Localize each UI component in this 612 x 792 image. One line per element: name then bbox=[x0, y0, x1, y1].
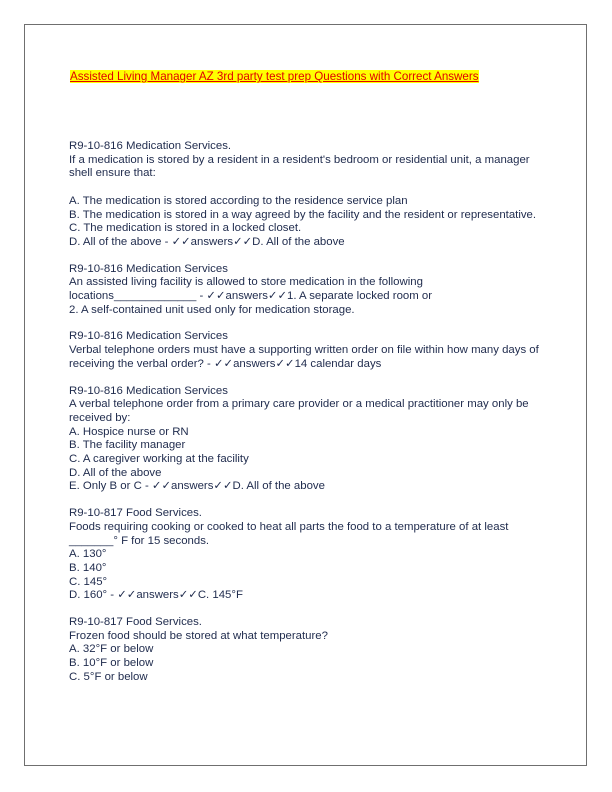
paragraph-gap bbox=[69, 181, 549, 195]
answer-option: A. 130° bbox=[69, 548, 107, 561]
document-body bbox=[69, 140, 549, 698]
question-section-heading: R9-10-817 Food Services. bbox=[69, 507, 202, 520]
question-block bbox=[69, 263, 549, 318]
question-stem: Verbal telephone orders must have a supporting written order on file within how many days of receiving the verbal order? - ✓✓answers✓✓14 calendar days bbox=[69, 344, 539, 370]
question-block bbox=[69, 330, 549, 371]
answer-option: D. All of the above - ✓✓answers✓✓D. All of the above bbox=[69, 235, 345, 248]
question-stem: Foods requiring cooking or cooked to heat all parts the food to a temperature of at least _______° F for 15 seconds. bbox=[69, 520, 509, 547]
question-stem: A verbal telephone order from a primary care provider or a medical practitioner may only be received by: bbox=[69, 398, 529, 424]
answer-option: D. All of the above bbox=[69, 466, 162, 479]
answer-option: B. 140° bbox=[69, 561, 107, 574]
question-section-heading: R9-10-816 Medication Services bbox=[69, 330, 228, 343]
question-section-heading: R9-10-816 Medication Services. bbox=[69, 140, 232, 152]
answer-option: E. Only B or C - ✓✓answers✓✓D. All of the above bbox=[69, 480, 325, 493]
question-block bbox=[69, 507, 549, 603]
answer-option: D. 160° - ✓✓answers✓✓C. 145°F bbox=[69, 589, 243, 602]
answer-option: A. The medication is stored according to the residence service plan bbox=[69, 194, 408, 207]
answer-option: C. 145° bbox=[69, 575, 108, 588]
answer-option: B. The medication is stored in a way agreed by the facility and the resident or representative. bbox=[69, 208, 537, 221]
question-section-heading: R9-10-817 Food Services. bbox=[69, 616, 202, 629]
answer-option: C. 5°F or below bbox=[69, 670, 148, 683]
question-section-heading: R9-10-816 Medication Services bbox=[69, 384, 228, 397]
question-block bbox=[69, 616, 549, 685]
question-stem: If a medication is stored by a resident in a resident's bedroom or residential unit, a manager shell ensure that: bbox=[69, 153, 530, 180]
question-section-heading: R9-10-816 Medication Services bbox=[69, 262, 228, 275]
answer-option: B. 10°F or below bbox=[69, 657, 154, 670]
answer-option: A. Hospice nurse or RN bbox=[69, 425, 189, 438]
answer-option: B. The facility manager bbox=[69, 439, 186, 452]
answer-option: C. A caregiver working at the facility bbox=[69, 453, 249, 466]
document-title bbox=[70, 70, 479, 84]
document-title-text: Assisted Living Manager AZ 3rd party test prep Questions with Correct Answers bbox=[70, 70, 479, 83]
question-block bbox=[69, 140, 549, 250]
answer-option: A. 32°F or below bbox=[69, 643, 154, 656]
answer-option: C. The medication is stored in a locked closet. bbox=[69, 222, 302, 235]
answer-option: 2. A self-contained unit used only for medication storage. bbox=[69, 303, 355, 316]
question-stem: Frozen food should be stored at what temperature? bbox=[69, 629, 328, 642]
question-stem: An assisted living facility is allowed to store medication in the following locations_____________ - ✓✓answers✓✓1. A separate locked room or bbox=[69, 276, 433, 303]
question-block bbox=[69, 385, 549, 495]
